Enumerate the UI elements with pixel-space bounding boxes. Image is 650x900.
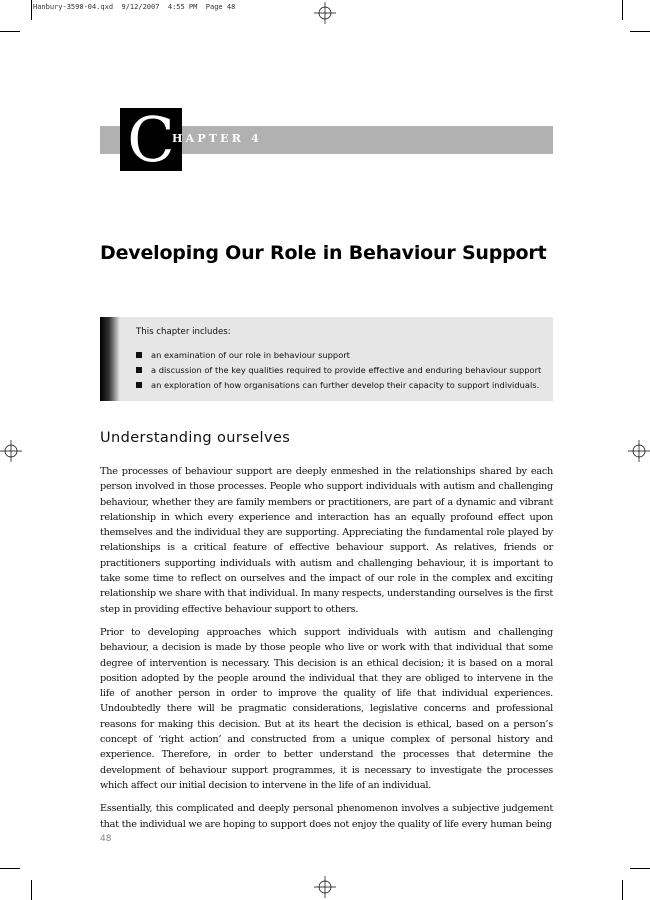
crop-mark-top-right-h [630, 31, 650, 32]
body-paragraph: The processes of behaviour support are deeply enmeshed in the relationships shared by each person involved in those processes. People who support individuals with autism and challenging behaviour, whether they are family members or practitioners, are part of a dynamic and vibrant relationship in which every experience and interaction has an equally profound effect upon themselves and the individual they are supporting. Appreciating the fundamental role played by relationships is a critical feature of effective behaviour support. As relatives, friends or practitioners supporting individuals with autism and challenging behaviour, it is important to take some time to reflect on ourselves and the impact of our role in the complex and exciting relationship we share with that individual. In many respects, understanding ourselves is the first step in providing effective behaviour support to others. [100, 466, 553, 615]
includes-item-text: an exploration of how organisations can further develop their capacity to support individuals. [151, 380, 540, 390]
printer-slug: Hanbury-3590-04.qxd 9/12/2007 4:55 PM Page 48 [33, 3, 236, 11]
chapter-initial-drop-cap: C [120, 108, 182, 171]
registration-mark-bottom-icon [314, 876, 336, 898]
chapter-label: HAPTER 4 [172, 132, 262, 145]
square-bullet-icon [136, 382, 142, 388]
includes-list [136, 348, 541, 393]
includes-item-text: a discussion of the key qualities required to provide effective and enduring behaviour support [151, 365, 542, 375]
includes-list-item [136, 378, 541, 393]
includes-box-gradient-edge [100, 317, 120, 401]
registration-mark-top-icon [314, 2, 336, 24]
includes-item-text: an examination of our role in behaviour support [151, 350, 350, 360]
square-bullet-icon [136, 352, 142, 358]
page-number: 48 [100, 834, 112, 844]
chapter-includes-box [100, 317, 553, 401]
section-heading: Understanding ourselves [100, 430, 291, 446]
body-text [100, 464, 553, 840]
registration-mark-left-icon [0, 440, 22, 462]
crop-mark-bottom-right-h [630, 868, 650, 869]
body-paragraph: Essentially, this complicated and deeply personal phenomenon involves a subjective judgement that the individual we are hoping to support does not enjoy the quality of life every human being [100, 803, 553, 830]
crop-mark-top-left-h [0, 31, 20, 32]
includes-heading: This chapter includes: [136, 327, 231, 337]
square-bullet-icon [136, 367, 142, 373]
crop-mark-bottom-left-v [31, 880, 32, 900]
includes-list-item [136, 363, 541, 378]
chapter-title: Developing Our Role in Behaviour Support [100, 242, 547, 264]
crop-mark-bottom-left-h [0, 868, 20, 869]
crop-mark-bottom-right-v [622, 880, 623, 900]
body-paragraph: Prior to developing approaches which support individuals with autism and challenging behaviour, a decision is made by those people who live or work with that individual that some degree of intervention is necessary. This decision is an ethical decision; it is based on a moral position adopted by the people around the individual that they are obliged to intervene in the life of another person in order to improve the quality of life that individual experiences. Undoubtedly there will be pragmatic considerations, legislative concerns and professional reasons for making this decision. But at its heart the decision is ethical, based on a person’s concept of ‘right action’ and constructed from a unique complex of personal history and experience. Therefore, in order to better understand the processes that determine the development of behaviour support programmes, it is necessary to investigate the processes which affect our initial decision to intervene in the life of an individual. [100, 626, 553, 791]
includes-list-item [136, 348, 541, 363]
crop-mark-top-left-v [31, 0, 32, 20]
crop-mark-top-right-v [622, 0, 623, 20]
registration-mark-right-icon [628, 440, 650, 462]
